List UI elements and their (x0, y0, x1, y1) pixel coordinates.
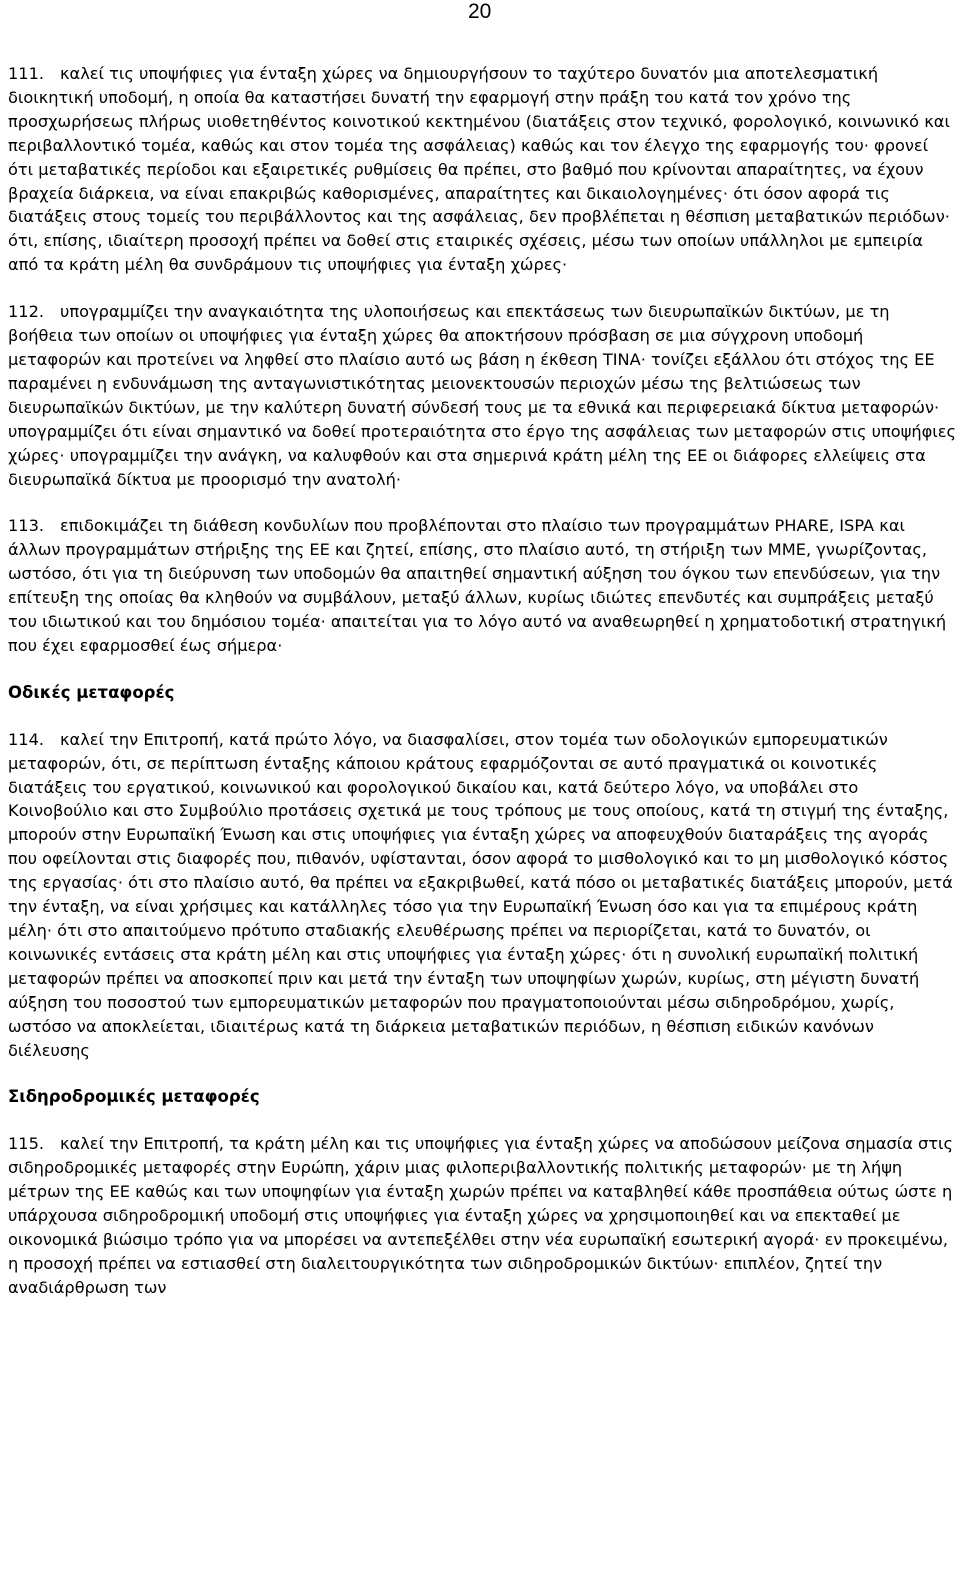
paragraph-text: επιδοκιμάζει τη διάθεση κονδυλίων που προβλέπονται στο πλαίσιο των προγραμμάτων PHARE, ISPA και άλλων προγραμμάτων στήριξης της ΕΕ και ζητεί, επίσης, στο πλαίσιο αυτό, τη στήριξη των ΜΜΕ, γνωρίζοντας, ωστόσο, ότι για τη διεύρυνση των υποδομών θα απαιτηθεί σημαντική αύξηση του όγκου των επενδύσεων, για την επίτευξη της οποίας θα κληθούν να συμβάλουν, μεταξύ άλλων, κυρίως ιδιώτες επενδυτές και συμπράξεις μεταξύ του ιδιωτικού και του δημόσιου τομέα· απαιτείται για το λόγο αυτό να αναθεωρηθεί η χρηματοδοτική στρατηγική που έχει εφαρμοσθεί έως σήμερα· (8, 516, 947, 655)
paragraph-113 (8, 514, 958, 657)
page-number: 20 (468, 0, 492, 23)
paragraph-text: καλεί την Επιτροπή, κατά πρώτο λόγο, να διασφαλίσει, στον τομέα των οδολογικών εμπορευματικών μεταφορών, ότι, σε περίπτωση ένταξης κάποιου κράτους εφαρμόζονται σε αυτό πραγματικά οι κοινοτικές διατάξεις του εργατικού, κοινωνικού και φορολογικού δικαίου και, κατά δεύτερο λόγο, να υποβάλει στο Κοινοβούλιο και στο Συμβούλιο προτάσεις σχετικά με τους τρόπους με τους οποίους, κατά τη στιγμή της ένταξης, μπορούν στην Ευρωπαϊκή Ένωση και στις υποψήφιες για ένταξη χώρες να αποφευχθούν διαταράξεις της αγοράς που οφείλονται στις διαφορές που, πιθανόν, υφίστανται, όσον αφορά το μισθολογικό και το μη μισθολογικό κόστος της εργασίας· ότι στο πλαίσιο αυτό, θα πρέπει να εξακριβωθεί, κατά πόσο οι μεταβατικές διατάξεις μπορούν, μετά την ένταξη, να είναι χρήσιμες και κατάλληλες τόσο για την Ευρωπαϊκή Ένωση όσο και για τα επιμέρους κράτη μέλη· ότι στο απαιτούμενο πρότυπο σταδιακής ελευθέρωσης πρέπει να περιορίζεται, κατά το δυνατόν, οι κοινωνικές εντάσεις στα κράτη μέλη και στις υποψήφιες για ένταξη χώρες· ότι η συνολική ευρωπαϊκή πολιτική μεταφορών πρέπει να αποσκοπεί πριν και μετά την ένταξη των υποψηφίων χωρών, κυρίως, στη μέγιστη δυνατή αύξηση του ποσοστού των εμπορευματικών μεταφορών που πραγματοποιούνται μέσω σιδηροδρόμου, χωρίς, ωστόσο να αποκλείεται, ιδιαιτέρως κατά τη διάρκεια μεταβατικών περιόδων, η θέσπιση ειδικών κανόνων διέλευσης (8, 729, 953, 1060)
section-heading-rail-transport: Σιδηροδρομικές μεταφορές (8, 1087, 260, 1107)
paragraph-text: καλεί την Επιτροπή, τα κράτη μέλη και τις υποψήφιες για ένταξη χώρες να αποδώσουν μείζονα σημασία στις σιδηροδρομικές μεταφορές στην Ευρώπη, χάριν μιας φιλοπεριβαλλοντικής πολιτικής μεταφορών· με τη λήψη μέτρων της ΕΕ καθώς και των υποψηφίων για ένταξη χωρών πρέπει να καταβληθεί κάθε προσπάθεια ούτως ώστε η υπάρχουσα σιδηροδρομική υποδομή στις υποψήφιες για ένταξη χώρες να χρησιμοποιηθεί και να επεκταθεί με οικονομικά βιώσιμο τρόπο για να μπορέσει να αντεπεξέλθει στην νέα ευρωπαϊκή εσωτερική αγορά· εν προκειμένω, η προσοχή πρέπει να εστιασθεί στη διαλειτουργικότητα των σιδηροδρομικών δικτύων· επιπλέον, ζητεί την αναδιάρθρωση των (8, 1134, 954, 1297)
paragraph-number: 115. (8, 1134, 45, 1154)
section-heading-road-transport: Οδικές μεταφορές (8, 682, 175, 702)
paragraph-text: καλεί τις υποψήφιες για ένταξη χώρες να δημιουργήσουν το ταχύτερο δυνατόν μια αποτελεσματική διοικητική υποδομή, η οποία θα καταστήσει δυνατή την εφαρμογή στην πράξη του κατά τον χρόνο της προσχωρήσεως πλήρως υιοθετηθέντος κοινοτικού κεκτημένου (διατάξεις στον τεχνικό, φορολογικό, κοινωνικό και περιβαλλοντικό τομέα, καθώς και στον τομέα της ασφάλειας) καθώς και τον έλεγχο της εφαρμογής του· φρονεί ότι μεταβατικές περίοδοι και εξαιρετικές ρυθμίσεις θα πρέπει, στο βαθμό που κρίνονται απαραίτητες, να έχουν βραχεία διάρκεια, να είναι επακριβώς καθορισμένες, απαραίτητες και δικαιολογημένες· ότι όσον αφορά τις διατάξεις στους τομείς του περιβάλλοντος και της ασφάλειας, δεν προβλέπεται η θέσπιση μεταβατικών περιόδων· ότι, επίσης, ιδιαίτερη προσοχή πρέπει να δοθεί στις εταιρικές σχέσεις, μέσω των οποίων υπάλληλοι με εμπειρία από τα κράτη μέλη θα συνδράμουν τις υποψήφιες για ένταξη χώρες· (8, 64, 950, 275)
paragraph-number: 111. (8, 64, 45, 83)
paragraph-text: υπογραμμίζει την αναγκαιότητα της υλοποιήσεως και επεκτάσεως των διευρωπαϊκών δικτύων, με τη βοήθεια των οποίων οι υποψήφιες για ένταξη χώρες θα αποκτήσουν πρόσβαση σε μια σύγχρονη υποδομή μεταφορών και προτείνει να ληφθεί στο πλαίσιο αυτό ως βάση η έκθεση TINA· τονίζει εξάλλου ότι στόχος της ΕΕ παραμένει η ενδυνάμωση της ανταγωνιστικότητας μειονεκτουσών περιοχών μέσω της βελτιώσεως των διευρωπαϊκών δικτύων, με την καλύτερη δυνατή σύνδεσή τους με τα εθνικά και περιφερειακά δίκτυα μεταφορών· υπογραμμίζει ότι είναι σημαντικό να δοθεί προτεραιότητα στο έργο της ασφάλειας των μεταφορών στις υποψήφιες χώρες· υπογραμμίζει την ανάγκη, να καλυφθούν και στα σημερινά κράτη μέλη της ΕΕ οι διάφορες ελλείψεις στα διευρωπαϊκά δίκτυα με προορισμό την ανατολή· (8, 302, 957, 489)
paragraph-number: 114. (8, 729, 45, 749)
paragraph-115 (8, 1132, 958, 1299)
paragraph-number: 112. (8, 302, 45, 322)
paragraph-112 (8, 300, 958, 491)
paragraph-114 (8, 728, 958, 1063)
paragraph-number: 113. (8, 516, 45, 536)
paragraph-111 (8, 62, 958, 277)
document-body (8, 62, 958, 1315)
